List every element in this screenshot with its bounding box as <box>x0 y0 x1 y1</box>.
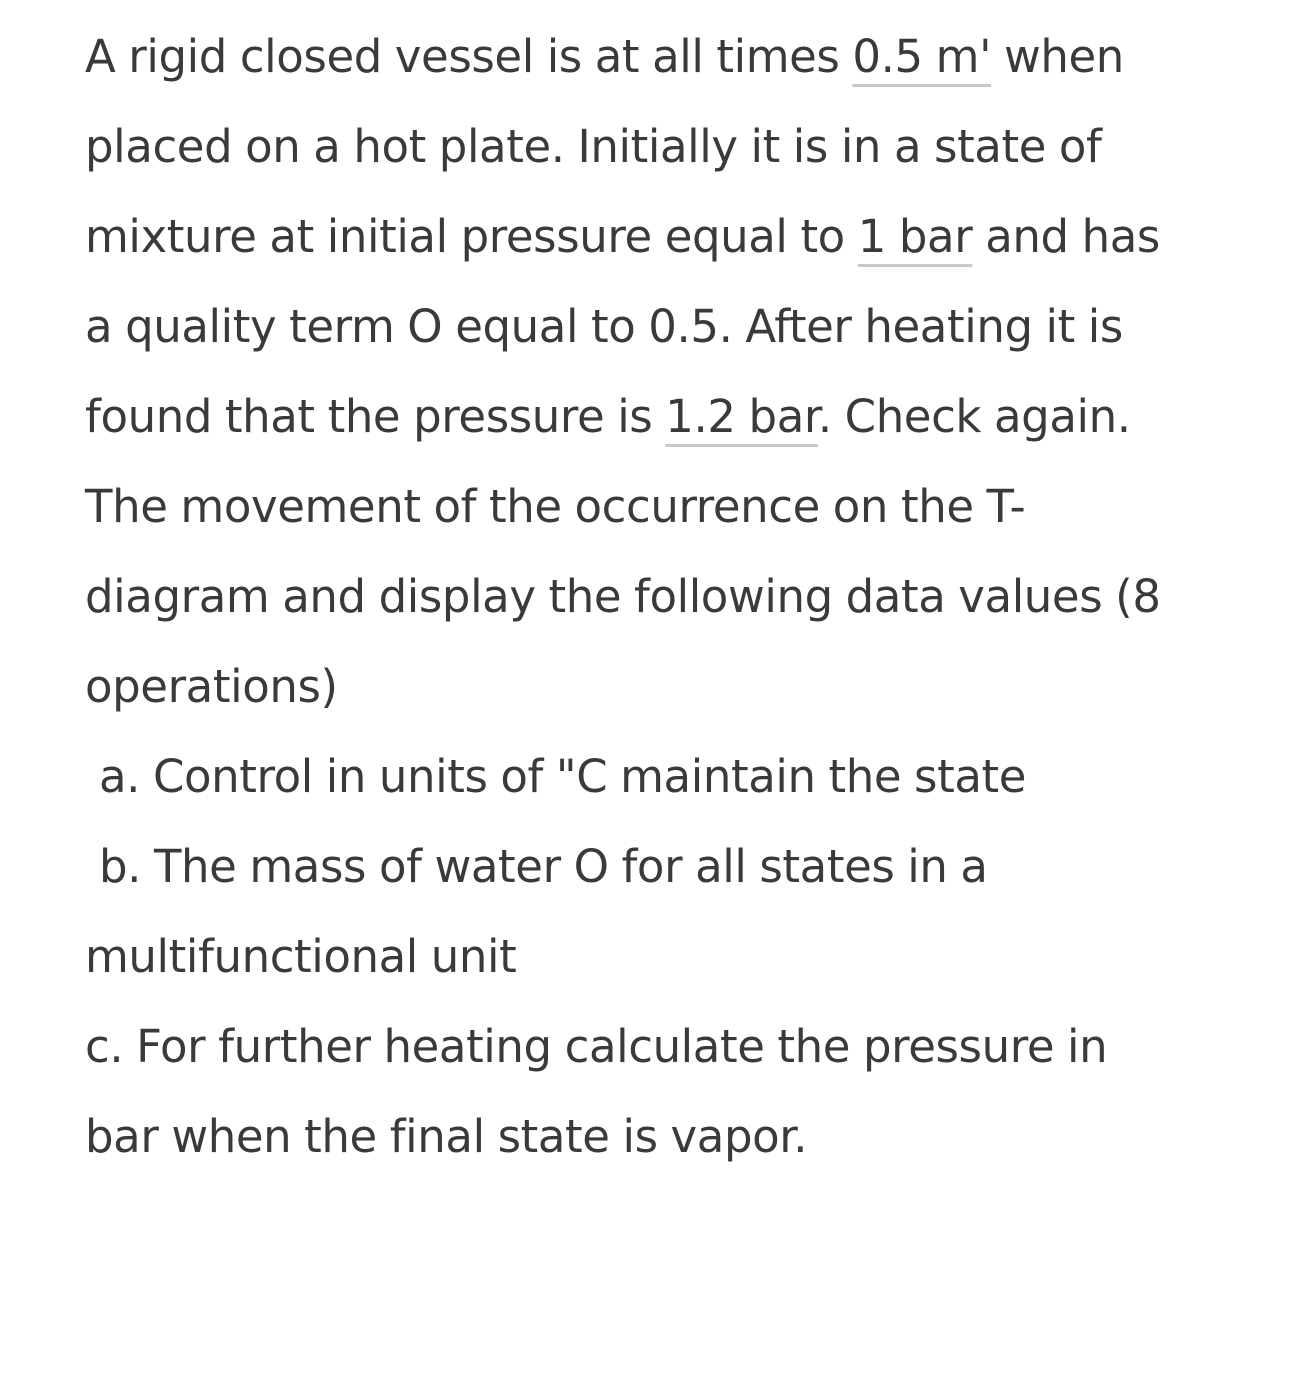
text-segment: found that the pressure is <box>85 390 666 443</box>
text-line-5 <box>85 372 1265 462</box>
item-b-continued: multifunctional unit <box>85 930 517 983</box>
text-line-3 <box>85 192 1265 282</box>
text-line-2: placed on a hot plate. Initially it is in a state of <box>85 120 1102 173</box>
problem-text <box>85 12 1265 1182</box>
text-segment: and has <box>972 210 1160 263</box>
text-segment: A rigid closed vessel is at all times <box>85 30 853 83</box>
text-line-7: diagram and display the following data values (8 <box>85 570 1161 623</box>
item-b: b. The mass of water O for all states in a <box>99 840 988 893</box>
initial-pressure-value: 1 bar <box>857 210 973 263</box>
text-line-1 <box>85 12 1265 102</box>
item-a: a. Control in units of "C maintain the state <box>99 750 1027 803</box>
text-segment: mixture at initial pressure equal to <box>85 210 858 263</box>
volume-value: 0.5 m' <box>852 30 992 83</box>
item-c-continued: bar when the final state is vapor. <box>85 1110 808 1163</box>
text-line-4: a quality term O equal to 0.5. After heating it is <box>85 300 1123 353</box>
text-line-6: The movement of the occurrence on the T- <box>85 480 1026 533</box>
item-c: c. For further heating calculate the pressure in <box>85 1020 1108 1073</box>
text-line-8: operations) <box>85 660 338 713</box>
text-segment: when <box>991 30 1124 83</box>
text-segment: . Check again. <box>817 390 1131 443</box>
final-pressure-value: 1.2 bar <box>665 390 818 443</box>
